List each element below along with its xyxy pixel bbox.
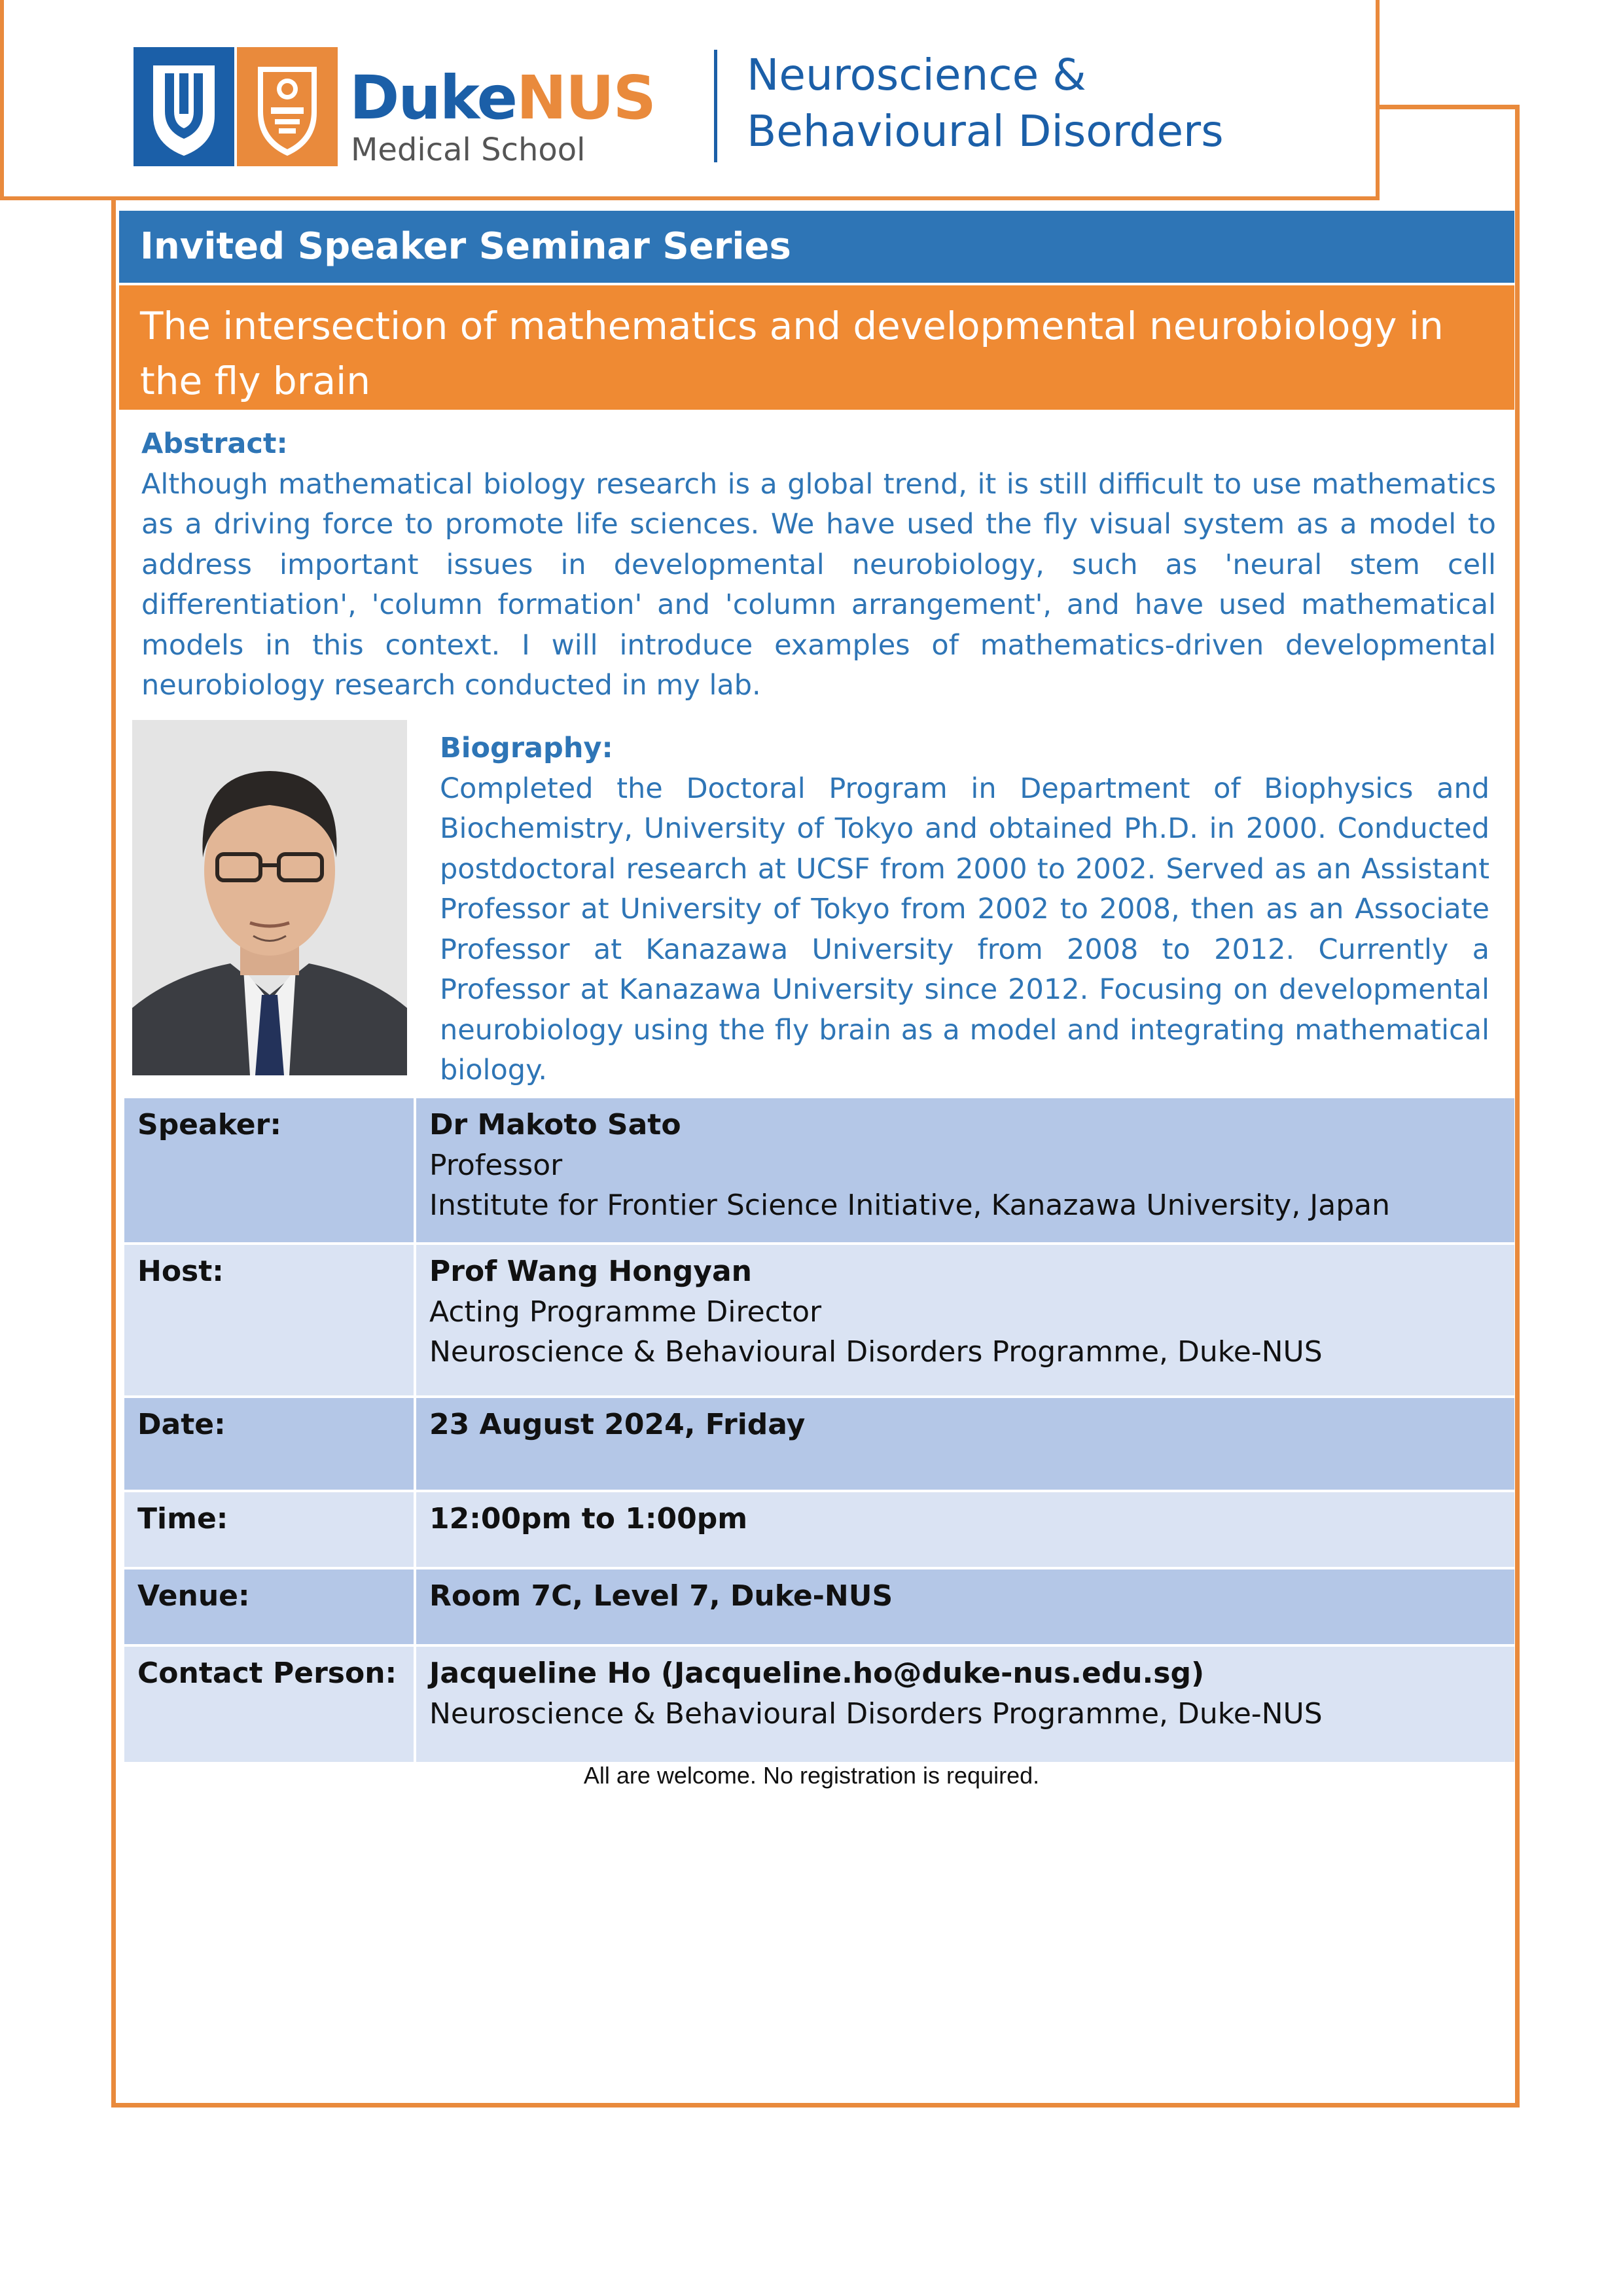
dept-name-line1: Neuroscience & xyxy=(747,50,1086,100)
biography-text: Completed the Doctoral Program in Department of Biophysics and Biochemistry, University of Tokyo and obtained Ph.D. in 2000. Conducted postdoctoral research at UCSF from 2000 to 2002. Served as an Assistant Professor at University of Tokyo from 2002 to 2008, then as an Associate Professor at Kanazawa University from 2008 to 2012. Currently a Professor at Kanazawa University since 2012. Focusing on developmental neurobiology using the fly brain as a model and integrating mathematical biology. xyxy=(440,772,1489,1086)
header-panel xyxy=(0,0,1380,200)
date-row xyxy=(124,1397,1514,1491)
contact-affiliation: Neuroscience & Behavioural Disorders Programme, Duke-NUS xyxy=(429,1696,1323,1731)
host-name: Prof Wang Hongyan xyxy=(429,1255,753,1288)
date-text: 23 August 2024, Friday xyxy=(429,1408,806,1441)
speaker-name: Dr Makoto Sato xyxy=(429,1108,681,1141)
duke-shield-logo xyxy=(134,47,234,166)
biography-section xyxy=(440,728,1489,1091)
abstract-text: Although mathematical biology research is a global trend, it is still difficult to use mathematics as a driving force to promote life sciences. We have used the fly visual system as a model to address important issues in developmental neurobiology, such as 'neural stem cell differentiation', 'column formation' and 'column arrangement', and have used mathematical models in this context. I will introduce examples of mathematics-driven developmental neurobiology research conducted in my lab. xyxy=(141,467,1496,702)
speaker-label: Speaker: xyxy=(124,1098,415,1244)
brand-nus: NUS xyxy=(516,63,655,133)
seminar-title: The intersection of mathematics and developmental neurobiology in the fly brain xyxy=(119,285,1514,410)
time-row xyxy=(124,1491,1514,1568)
host-label: Host: xyxy=(124,1244,415,1397)
speaker-cell xyxy=(415,1098,1514,1244)
event-details-table xyxy=(124,1098,1514,1765)
brand-duke: Duke xyxy=(349,63,516,133)
date-label: Date: xyxy=(124,1397,415,1491)
speaker-title: Professor xyxy=(429,1148,563,1182)
venue-text: Room 7C, Level 7, Duke-NUS xyxy=(429,1579,893,1613)
venue-label: Venue: xyxy=(124,1568,415,1645)
nus-crest-logo xyxy=(237,47,338,166)
host-title: Acting Programme Director xyxy=(429,1295,822,1329)
header-divider xyxy=(714,50,717,162)
speaker-photo xyxy=(132,720,407,1075)
host-row xyxy=(124,1244,1514,1397)
brand-subtitle: Medical School xyxy=(351,132,586,168)
abstract-section xyxy=(141,424,1496,706)
time-label: Time: xyxy=(124,1491,415,1568)
brand-wordmark xyxy=(349,63,655,133)
host-cell xyxy=(415,1244,1514,1397)
speaker-row xyxy=(124,1098,1514,1244)
contact-label: Contact Person: xyxy=(124,1645,415,1763)
abstract-label: Abstract: xyxy=(141,427,288,460)
contact-row xyxy=(124,1645,1514,1763)
footer-note: All are welcome. No registration is required. xyxy=(583,1762,1040,1789)
speaker-affiliation: Institute for Frontier Science Initiative, Kanazawa University, Japan xyxy=(429,1189,1391,1222)
venue-row xyxy=(124,1568,1514,1645)
biography-label: Biography: xyxy=(440,732,613,764)
time-text: 12:00pm to 1:00pm xyxy=(429,1502,748,1535)
time-value xyxy=(415,1491,1514,1568)
contact-cell xyxy=(415,1645,1514,1763)
host-affiliation: Neuroscience & Behavioural Disorders Programme, Duke-NUS xyxy=(429,1335,1323,1369)
seminar-series-banner: Invited Speaker Seminar Series xyxy=(119,211,1514,283)
date-value xyxy=(415,1397,1514,1491)
contact-value: Jacqueline Ho (Jacqueline.ho@duke-nus.edu.sg) xyxy=(429,1657,1205,1690)
venue-value xyxy=(415,1568,1514,1645)
dept-name-line2: Behavioural Disorders xyxy=(747,106,1224,156)
